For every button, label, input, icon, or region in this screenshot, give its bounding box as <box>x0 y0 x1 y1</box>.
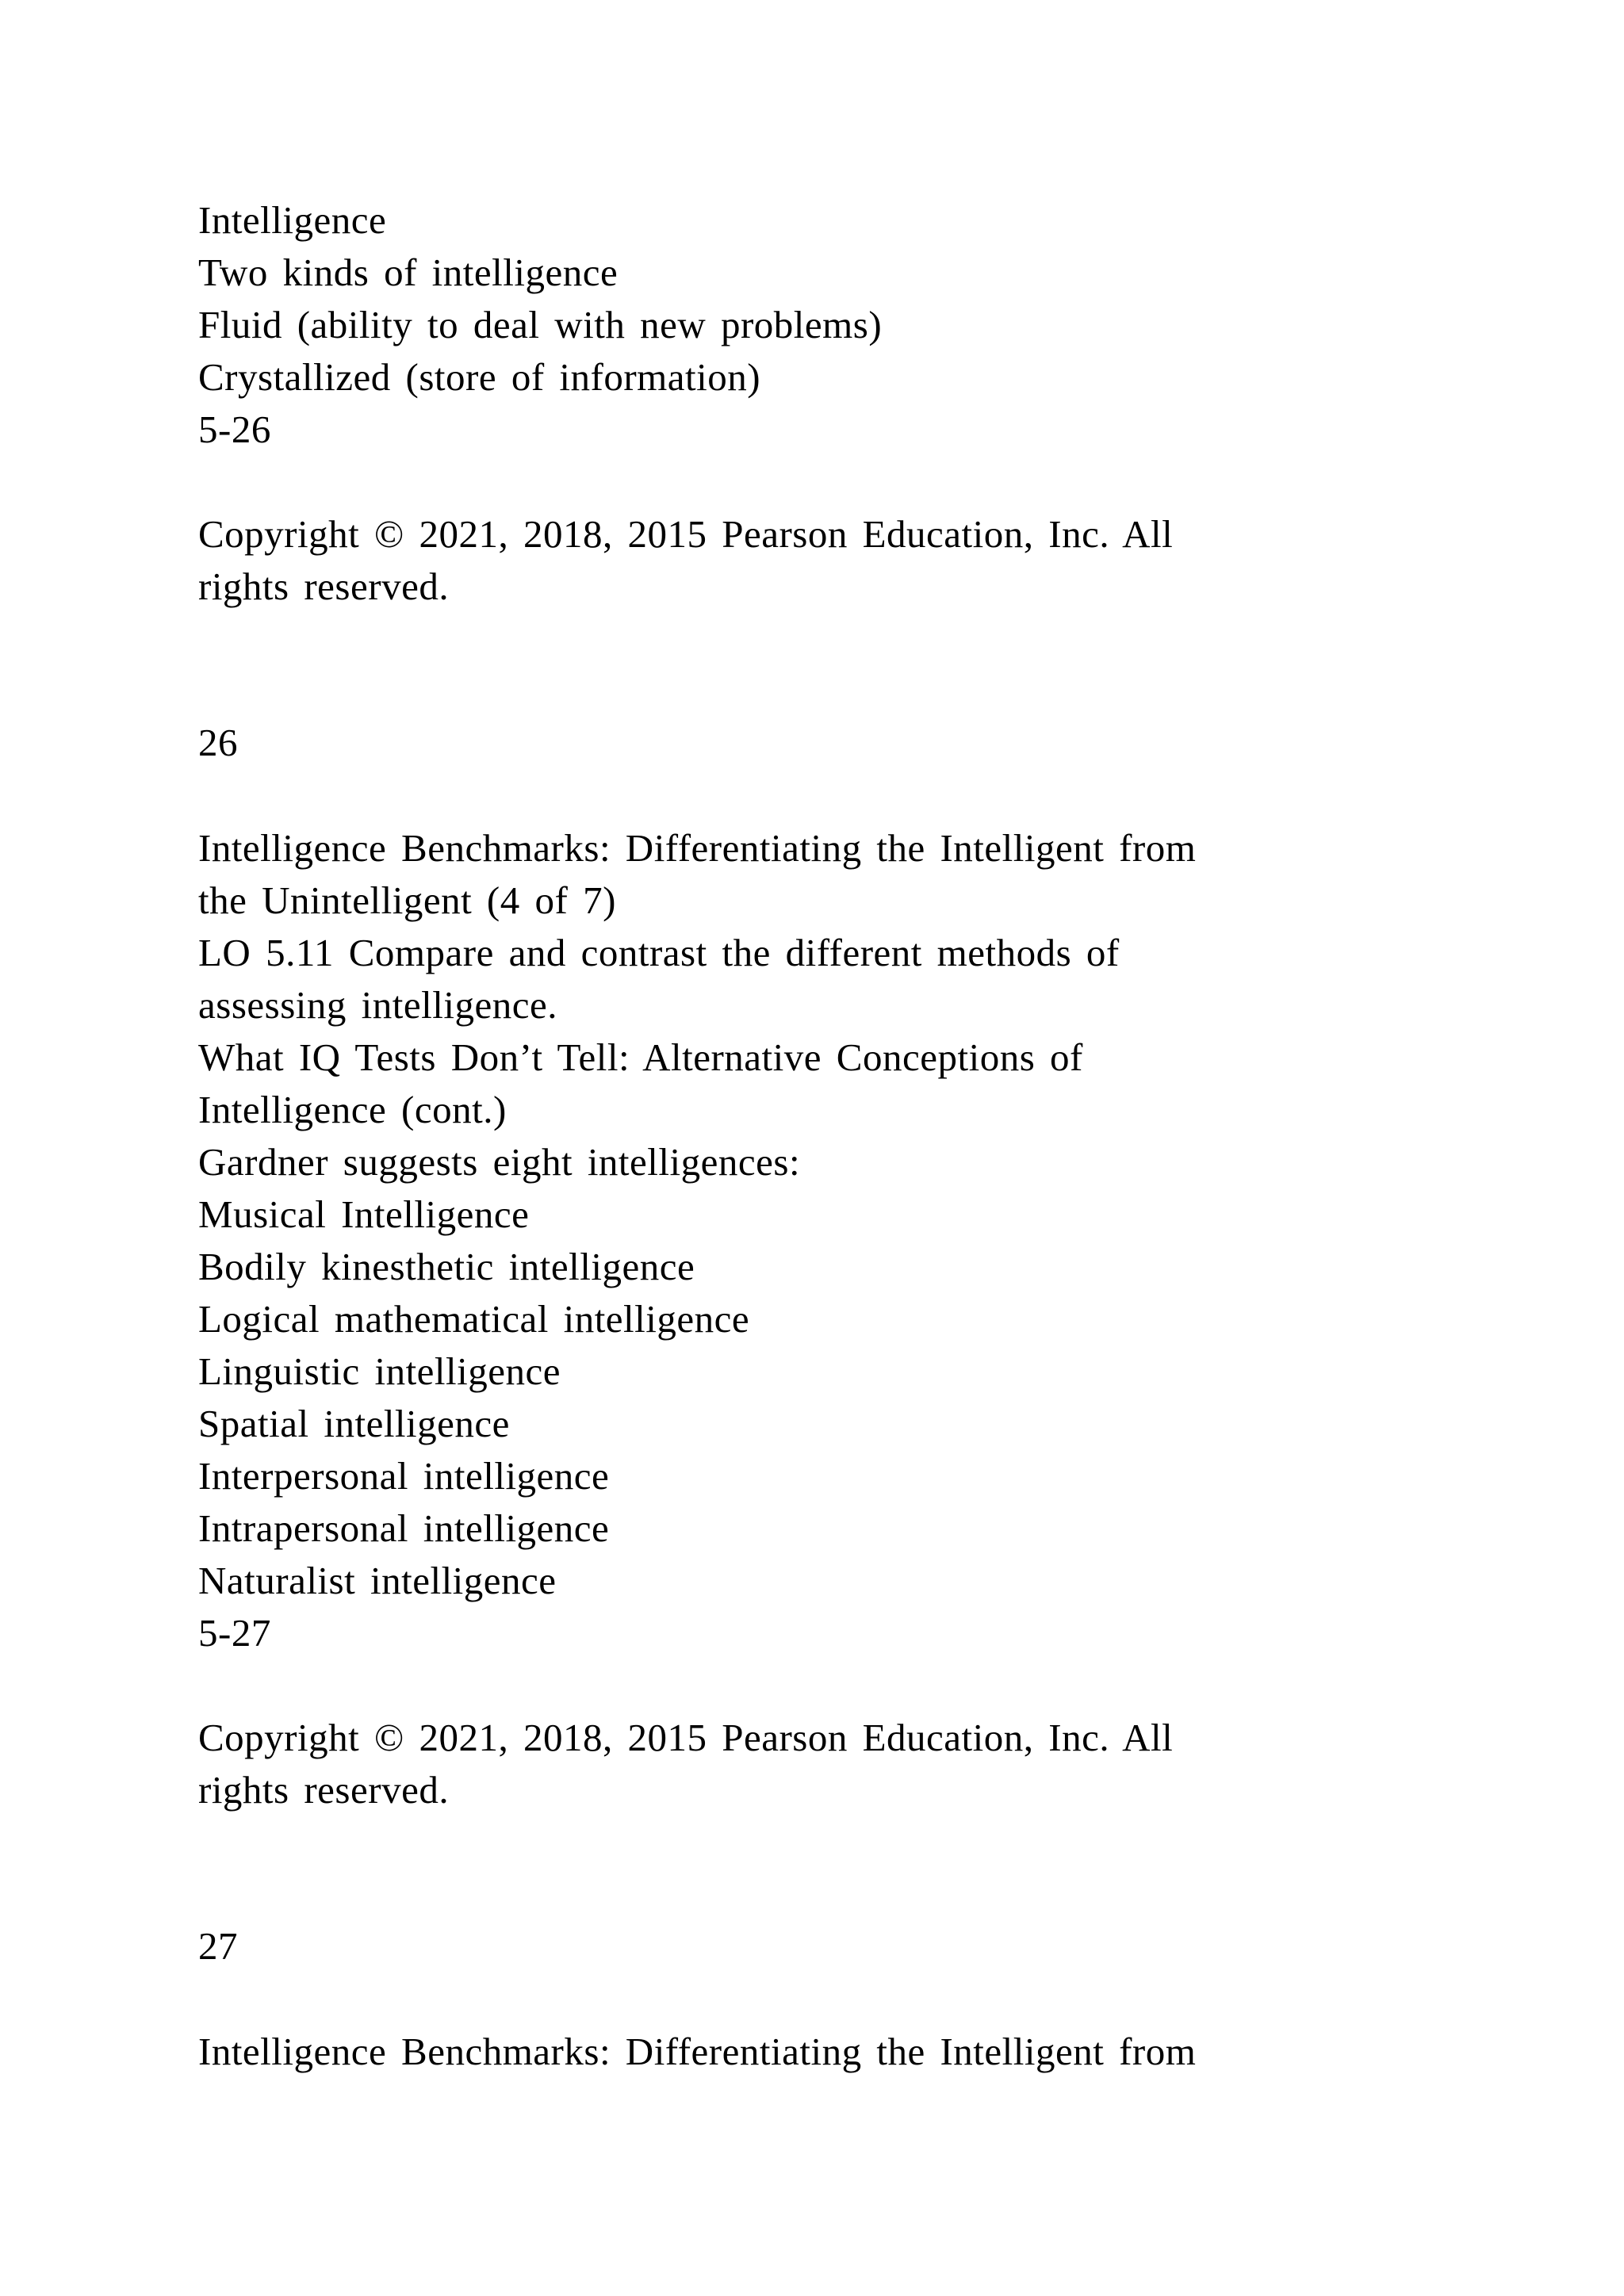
copyright-line: Copyright © 2021, 2018, 2015 Pearson Education, Inc. All <box>198 1716 1174 1759</box>
list-item: Intrapersonal intelligence <box>198 1506 610 1550</box>
slide-title: Intelligence Benchmarks: Differentiating the Intelligent from <box>198 2030 1197 2073</box>
text-line: Fluid (ability to deal with new problems) <box>198 303 883 346</box>
slide-title: Intelligence Benchmarks: Differentiating the Intelligent from <box>198 826 1197 870</box>
copyright-line: Copyright © 2021, 2018, 2015 Pearson Education, Inc. All <box>198 512 1174 556</box>
slide-number: 5-26 <box>198 408 271 451</box>
section-heading: Intelligence (cont.) <box>198 1088 507 1131</box>
list-item: Bodily kinesthetic intelligence <box>198 1245 695 1288</box>
copyright-line: rights reserved. <box>198 1768 450 1812</box>
page-number: 26 <box>198 721 238 764</box>
list-item: Logical mathematical intelligence <box>198 1297 750 1341</box>
list-item: Naturalist intelligence <box>198 1559 557 1602</box>
text-line: Crystallized (store of information) <box>198 355 761 399</box>
page-number: 27 <box>198 1924 238 1968</box>
slide-number: 5-27 <box>198 1611 271 1655</box>
section-heading: What IQ Tests Don’t Tell: Alternative Conceptions of <box>198 1035 1083 1079</box>
list-item: Musical Intelligence <box>198 1192 530 1236</box>
text-line: Intelligence <box>198 198 387 242</box>
list-item: Spatial intelligence <box>198 1402 510 1445</box>
slide-title: the Unintelligent (4 of 7) <box>198 878 616 922</box>
learning-objective: LO 5.11 Compare and contrast the different methods of <box>198 931 1120 974</box>
list-item: Interpersonal intelligence <box>198 1454 610 1498</box>
copyright-line: rights reserved. <box>198 564 450 608</box>
list-item: Linguistic intelligence <box>198 1349 561 1393</box>
text-line: Two kinds of intelligence <box>198 251 619 294</box>
learning-objective: assessing intelligence. <box>198 983 557 1027</box>
text-line: Gardner suggests eight intelligences: <box>198 1140 801 1184</box>
